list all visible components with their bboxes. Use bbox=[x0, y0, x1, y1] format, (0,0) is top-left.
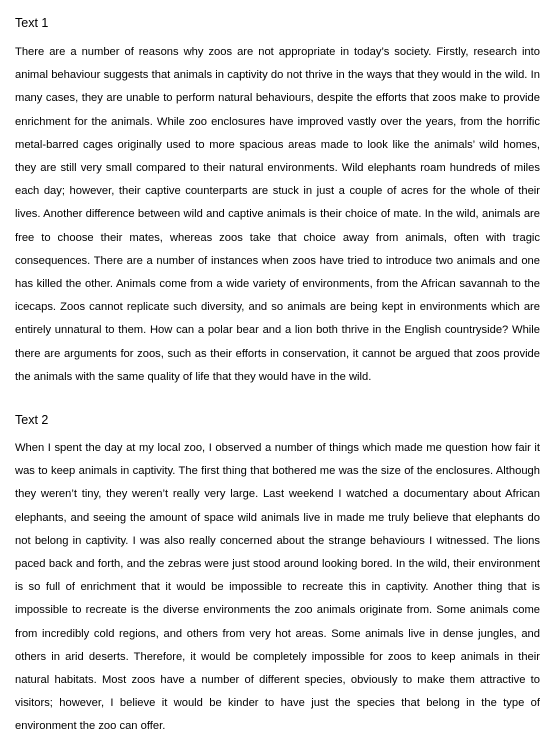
text-2-heading: Text 2 bbox=[15, 413, 49, 427]
text-1-body: There are a number of reasons why zoos are not appropriate in today’s society. Firstly, research into animal behaviour suggests that animals in captivity do not thrive in the ways that they would in the wild. In many cases, they are unable to perform natural behaviours, despite the efforts that zoos make to provide enrichment for the animals. While zoo enclosures have improved vastly over the years, from the horrific metal-barred cages originally used to more spacious areas made to look like the animals’ wild homes, they are still very small compared to their natural environments. Wild elephants roam hundreds of miles each day; however, their captive counterparts are stuck in just a couple of acres for the whole of their lives. Another difference between wild and captive animals is their choice of mate. In the wild, animals are free to choose their mates, whereas zoos take that choice away from animals, often with tragic consequences. There are a number of instances when zoos have tried to introduce two animals and one has killed the other. Animals come from a wide variety of environments, from the African savannah to the icecaps. Zoos cannot replicate such diversity, and so animals are being kept in environments which are entirely unnatural to them. How can a polar bear and a lion both thrive in the English countryside? While there are arguments for zoos, such as their efforts in conservation, it cannot be argued that zoos provide the animals with the same quality of life that they would have in the wild. bbox=[15, 46, 540, 383]
text-1-heading: Text 1 bbox=[15, 16, 49, 30]
text-2-body: When I spent the day at my local zoo, I observed a number of things which made me question how fair it was to keep animals in captivity. The first thing that bothered me was the size of the enclosures. Although they weren’t tiny, they weren’t really very large. Last weekend I watched a documentary about African elephants, and seeing the amount of space wild animals live in made me truly believe that elephants do not belong in captivity. I was also really concerned about the strange behaviours I witnessed. The lions paced back and forth, and the zebras were just stood around looking bored. In the wild, their environment is so full of enrichment that it would be impossible to recreate this in captivity. Another thing that is impossible to recreate is the diverse environments the zoo animals originate from. Some animals come from incredibly cold regions, and others from very hot areas. Some animals live in dense jungles, and others in arid deserts. Therefore, it would be completely impossible for zoos to keep animals in their natural habitats. Most zoos have a number of different species, obviously to make them attractive to visitors; however, I believe it would be kinder to have just the species that belong in the type of environment the zoo can offer. bbox=[15, 442, 540, 733]
